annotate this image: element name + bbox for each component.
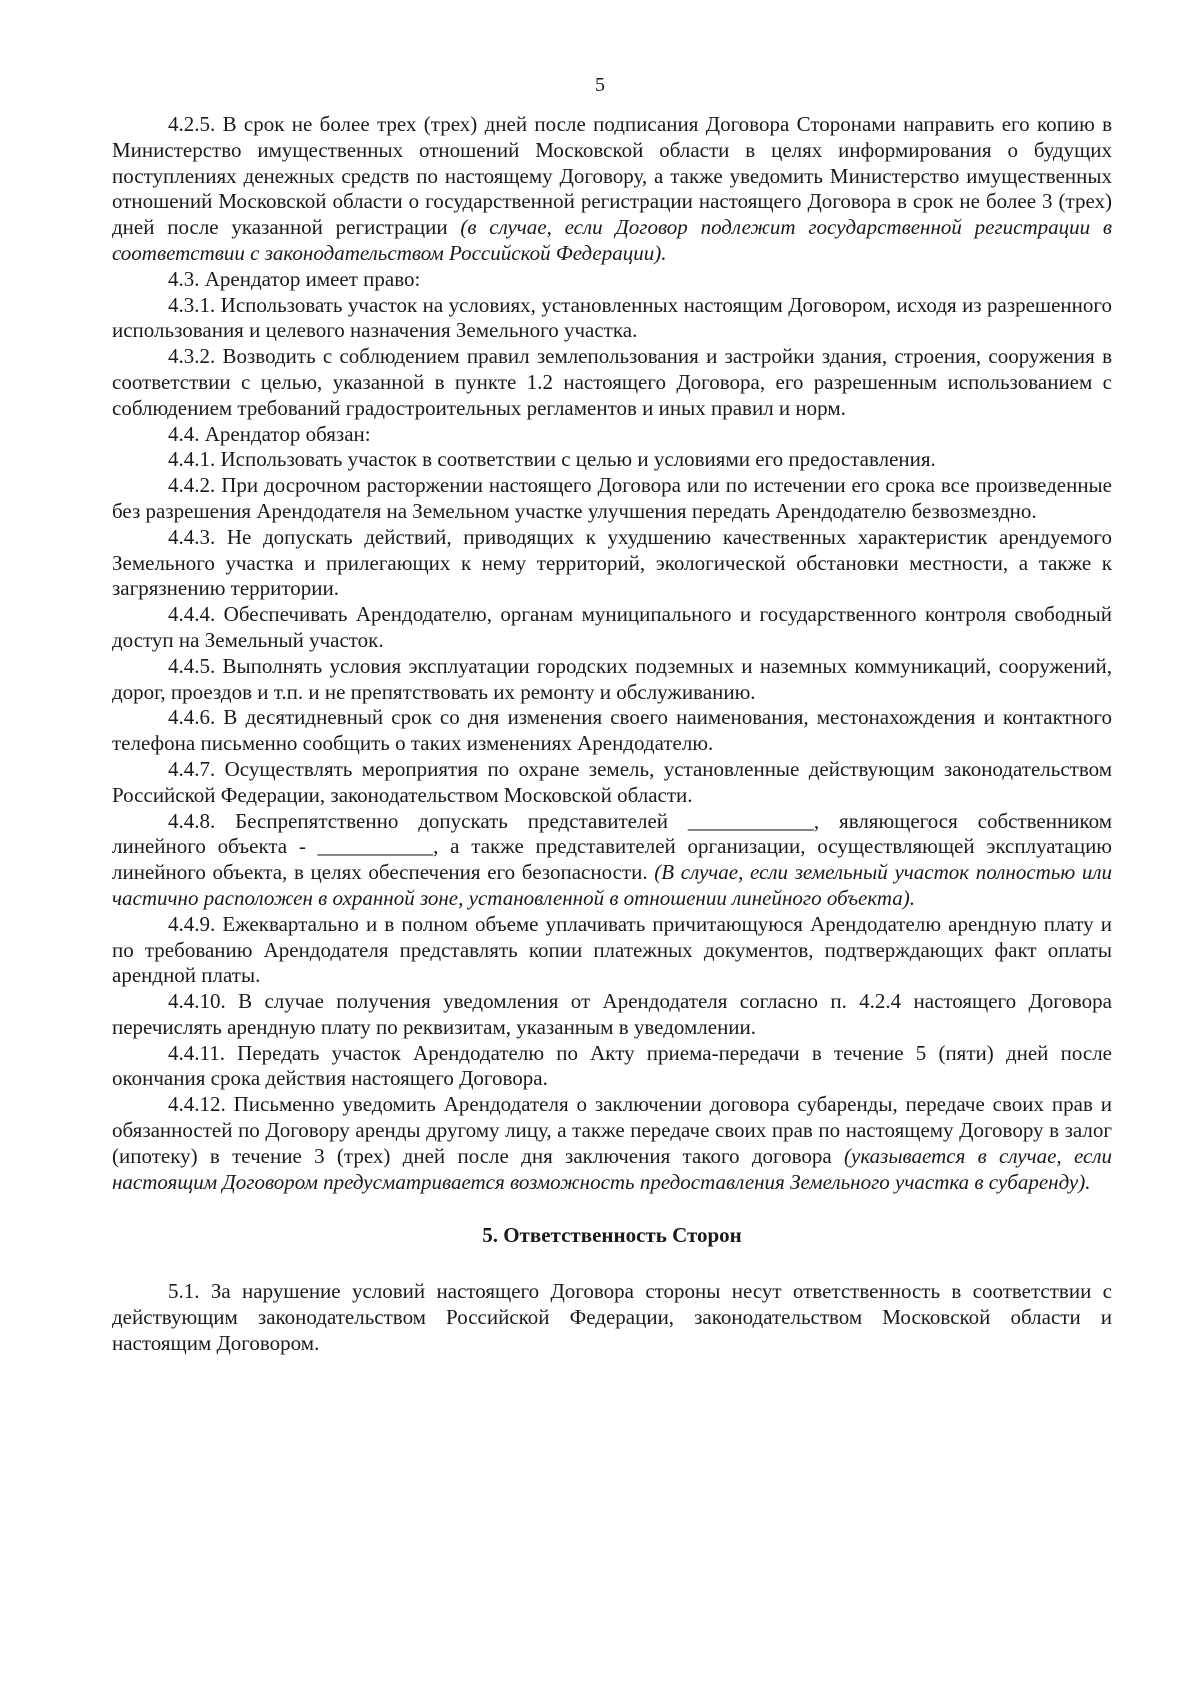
paragraph-text: 4.4.2. При досрочном расторжении настоящего Договора или по истечении его срока все произведенные без разрешения Арендодателя на Земельном участке улучшения передать Арендодателю безвозмездно.	[112, 473, 1112, 523]
paragraph-text: 4.4. Арендатор обязан:	[168, 421, 371, 446]
paragraph-italic-note: (указывается в случае, если настоящим Договором предусматривается возможность предоставления Земельного участка в субаренду).	[112, 1143, 1112, 1194]
paragraph-4-4-6	[112, 705, 1112, 757]
paragraph-text: 4.4.5. Выполнять условия эксплуатации городских подземных и наземных коммуникаций, сооружений, дорог, проездов и т.п. и не препятствовать их ремонту и обслуживанию.	[112, 653, 1112, 704]
paragraph-text: 4.4.7. Осуществлять мероприятия по охране земель, установленные действующим законодательством Российской Федерации, законодательством Московской области.	[112, 756, 1112, 807]
paragraph-text: 4.4.8. Беспрепятственно допускать представителей ____________, являющегося собственником линейного объекта - ___________, а также представителей организации, осуществляющей эксплуатацию линейного объекта, в целях обеспечения его безопасности.	[112, 808, 1112, 885]
paragraph-text: 4.2.5. В срок не более трех (трех) дней после подписания Договора Сторонами направить его копию в Министерство имущественных отношений Московской области в целях информирования о будущих поступлениях денежных средств по настоящему Договору, а также уведомить Министерство имущественных отношений Московской области о государственной регистрации настоящего Договора в срок не более 3 (трех) дней после указанной регистрации	[112, 112, 1112, 240]
paragraph-4-4-7	[112, 757, 1112, 809]
paragraph-4-4-11	[112, 1041, 1112, 1093]
paragraph-4-4-1	[112, 447, 1112, 473]
paragraph-text: 4.4.1. Использовать участок в соответствии с целью и условиями его предоставления.	[168, 447, 936, 472]
paragraph-4-4-12	[112, 1092, 1112, 1195]
paragraph-5-1	[112, 1279, 1112, 1356]
paragraph-4-4	[112, 422, 1112, 448]
paragraph-text: 4.3. Арендатор имеет право:	[168, 266, 421, 291]
paragraph-text: 4.4.6. В десятидневный срок со дня изменения своего наименования, местонахождения и контактного телефона письменно сообщить о таких изменениях Арендодателю.	[112, 705, 1112, 756]
paragraph-text: 4.4.11. Передать участок Арендодателю по Акту приема-передачи в течение 5 (пяти) дней после окончания срока действия настоящего Договора.	[112, 1040, 1112, 1091]
page-number: 5	[595, 74, 605, 96]
paragraph-text: 4.3.1. Использовать участок на условиях, установленных настоящим Договором, исходя из разрешенного использования и целевого назначения Земельного участка.	[112, 292, 1112, 343]
paragraph-italic-note: (в случае, если Договор подлежит государственной регистрации в соответствии с законодательством Российской Федерации).	[112, 215, 1112, 265]
paragraph-4-4-2	[112, 473, 1112, 525]
paragraph-4-4-9	[112, 912, 1112, 989]
document-body	[112, 112, 1112, 1357]
paragraph-text: 4.4.4. Обеспечивать Арендодателю, органам муниципального и государственного контроля свободный доступ на Земельный участок.	[112, 602, 1112, 652]
paragraph-text: 4.4.10. В случае получения уведомления от Арендодателя согласно п. 4.2.4 настоящего Договора перечислять арендную плату по реквизитам, указанным в уведомлении.	[112, 989, 1112, 1039]
paragraph-4-3-1	[112, 293, 1112, 345]
paragraph-4-4-4	[112, 602, 1112, 654]
paragraph-4-3	[112, 267, 1112, 293]
paragraph-4-2-5	[112, 112, 1112, 267]
paragraph-4-4-8	[112, 809, 1112, 912]
section-heading: 5. Ответственность Сторон	[482, 1223, 742, 1248]
paragraph-4-3-2	[112, 344, 1112, 421]
paragraph-italic-note: (В случае, если земельный участок полностью или частично расположен в охранной зоне, установленной в отношении линейного объекта).	[112, 860, 1112, 910]
paragraph-text: 4.4.9. Ежеквартально и в полном объеме уплачивать причитающуюся Арендодателю арендную плату и по требованию Арендодателя представлять копии платежных документов, подтверждающих факт оплаты арендной платы.	[112, 911, 1112, 988]
paragraph-4-4-10	[112, 989, 1112, 1041]
paragraph-text: 4.4.12. Письменно уведомить Арендодателя о заключении договора субаренды, передаче своих прав и обязанностей по Договору аренды другому лицу, а также передаче своих прав по настоящему Договору в залог (ипотеку) в течение 3 (трех) дней после дня заключения такого договора	[112, 1092, 1112, 1168]
paragraph-text: 5.1. За нарушение условий настоящего Договора стороны несут ответственность в соответствии с действующим законодательством Российской Федерации, законодательством Московской области и настоящим Договором.	[112, 1279, 1112, 1355]
paragraph-text: 4.3.2. Возводить с соблюдением правил землепользования и застройки здания, строения, сооружения в соответствии с целью, указанной в пункте 1.2 настоящего Договора, его разрешенным использованием с соблюдением требований градостроительных регламентов и иных правил и норм.	[112, 344, 1112, 420]
paragraph-4-4-3	[112, 525, 1112, 602]
paragraph-text: 4.4.3. Не допускать действий, приводящих к ухудшению качественных характеристик арендуемого Земельного участка и прилегающих к нему территорий, экологической обстановки местности, а также к загрязнению территории.	[112, 524, 1112, 601]
paragraph-4-4-5	[112, 654, 1112, 706]
